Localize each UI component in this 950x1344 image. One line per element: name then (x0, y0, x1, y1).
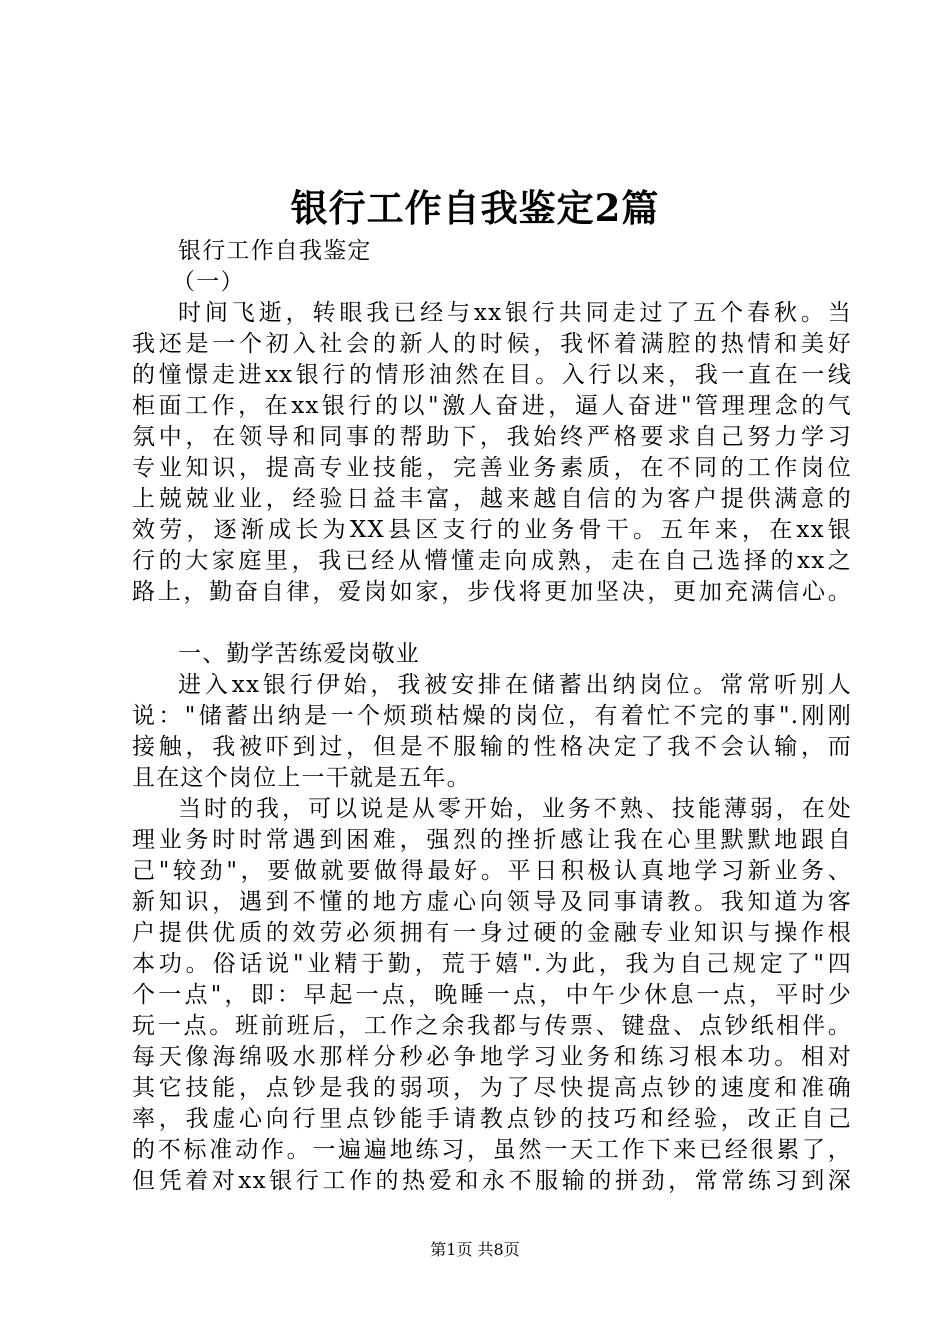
section-heading: 一、勤学苦练爱岗敬业 (178, 641, 420, 667)
paragraph-line: 专业知识，提高专业技能，完善业务素质，在不同的工作岗位 (132, 455, 852, 481)
paragraph-1 (132, 298, 852, 608)
paragraph-line: 玩一点。班前班后，工作之余我都与传票、键盘、点钞纸相伴。 (132, 1013, 852, 1039)
section-number: （一） (172, 269, 245, 295)
document-body (132, 236, 852, 1197)
paragraph-line: 率，我虚心向行里点钞能手请教点钞的技巧和经验，改正自己 (132, 1106, 852, 1132)
subtitle: 银行工作自我鉴定 (178, 238, 372, 264)
paragraph-2 (132, 670, 852, 794)
paragraph-line: 的憧憬走进xx银行的情形油然在目。入行以来，我一直在一线 (132, 362, 852, 388)
paragraph-line: 其它技能，点钞是我的弱项，为了尽快提高点钞的速度和准确 (132, 1075, 852, 1101)
paragraph-3 (132, 794, 852, 1197)
paragraph-line: 己"较劲"，要做就要做得最好。平日积极认真地学习新业务、 (132, 858, 852, 884)
paragraph-line: 理业务时时常遇到困难，强烈的挫折感让我在心里默默地跟自 (132, 827, 852, 853)
paragraph-line: 的不标准动作。一遍遍地练习，虽然一天工作下来已经很累了， (132, 1137, 852, 1163)
paragraph-line: 效劳，逐渐成长为XX县区支行的业务骨干。五年来，在xx银 (132, 517, 852, 543)
paragraph-line: 新知识，遇到不懂的地方虚心向领导及同事请教。我知道为客 (132, 889, 852, 915)
paragraph-line: 本功。俗话说"业精于勤，荒于嬉".为此，我为自己规定了"四 (132, 951, 852, 977)
paragraph-line: 氛中，在领导和同事的帮助下，我始终严格要求自己努力学习 (132, 424, 852, 450)
spacer (132, 608, 852, 639)
paragraph-line: 户提供优质的效劳必须拥有一身过硬的金融专业知识与操作根 (132, 920, 852, 946)
paragraph-line: 但凭着对xx银行工作的热爱和永不服输的拼劲，常常练习到深 (132, 1168, 852, 1194)
paragraph-line: 说："储蓄出纳是一个烦琐枯燥的岗位，有着忙不完的事".刚刚 (132, 703, 852, 729)
paragraph-line: 当时的我，可以说是从零开始，业务不熟、技能薄弱，在处 (178, 796, 852, 822)
paragraph-line: 且在这个岗位上一干就是五年。 (132, 765, 471, 791)
paragraph-line: 每天像海绵吸水那样分秒必争地学习业务和练习根本功。相对 (132, 1044, 852, 1070)
paragraph-line: 时间飞逝，转眼我已经与xx银行共同走过了五个春秋。当 (178, 300, 852, 326)
paragraph-line: 个一点"，即：早起一点，晚睡一点，中午少休息一点，平时少 (132, 982, 852, 1008)
paragraph-line: 行的大家庭里，我已经从懵懂走向成熟，走在自己选择的xx之 (132, 548, 852, 574)
paragraph-line: 进入xx银行伊始，我被安排在储蓄出纳岗位。常常听别人 (178, 672, 852, 698)
document-title: 银行工作自我鉴定2篇 (290, 186, 660, 230)
paragraph-line: 柜面工作，在xx银行的以"激人奋进，逼人奋进"管理理念的气 (132, 393, 852, 419)
page-indicator: 第1页 共8页 (430, 1240, 520, 1259)
paragraph-line: 接触，我被吓到过，但是不服输的性格决定了我不会认输，而 (132, 734, 852, 760)
paragraph-line: 我还是一个初入社会的新人的时候，我怀着满腔的热情和美好 (132, 331, 852, 357)
paragraph-line: 路上，勤奋自律，爱岗如家，步伐将更加坚决，更加充满信心。 (132, 579, 852, 605)
paragraph-line: 上兢兢业业，经验日益丰富，越来越自信的为客户提供满意的 (132, 486, 852, 512)
